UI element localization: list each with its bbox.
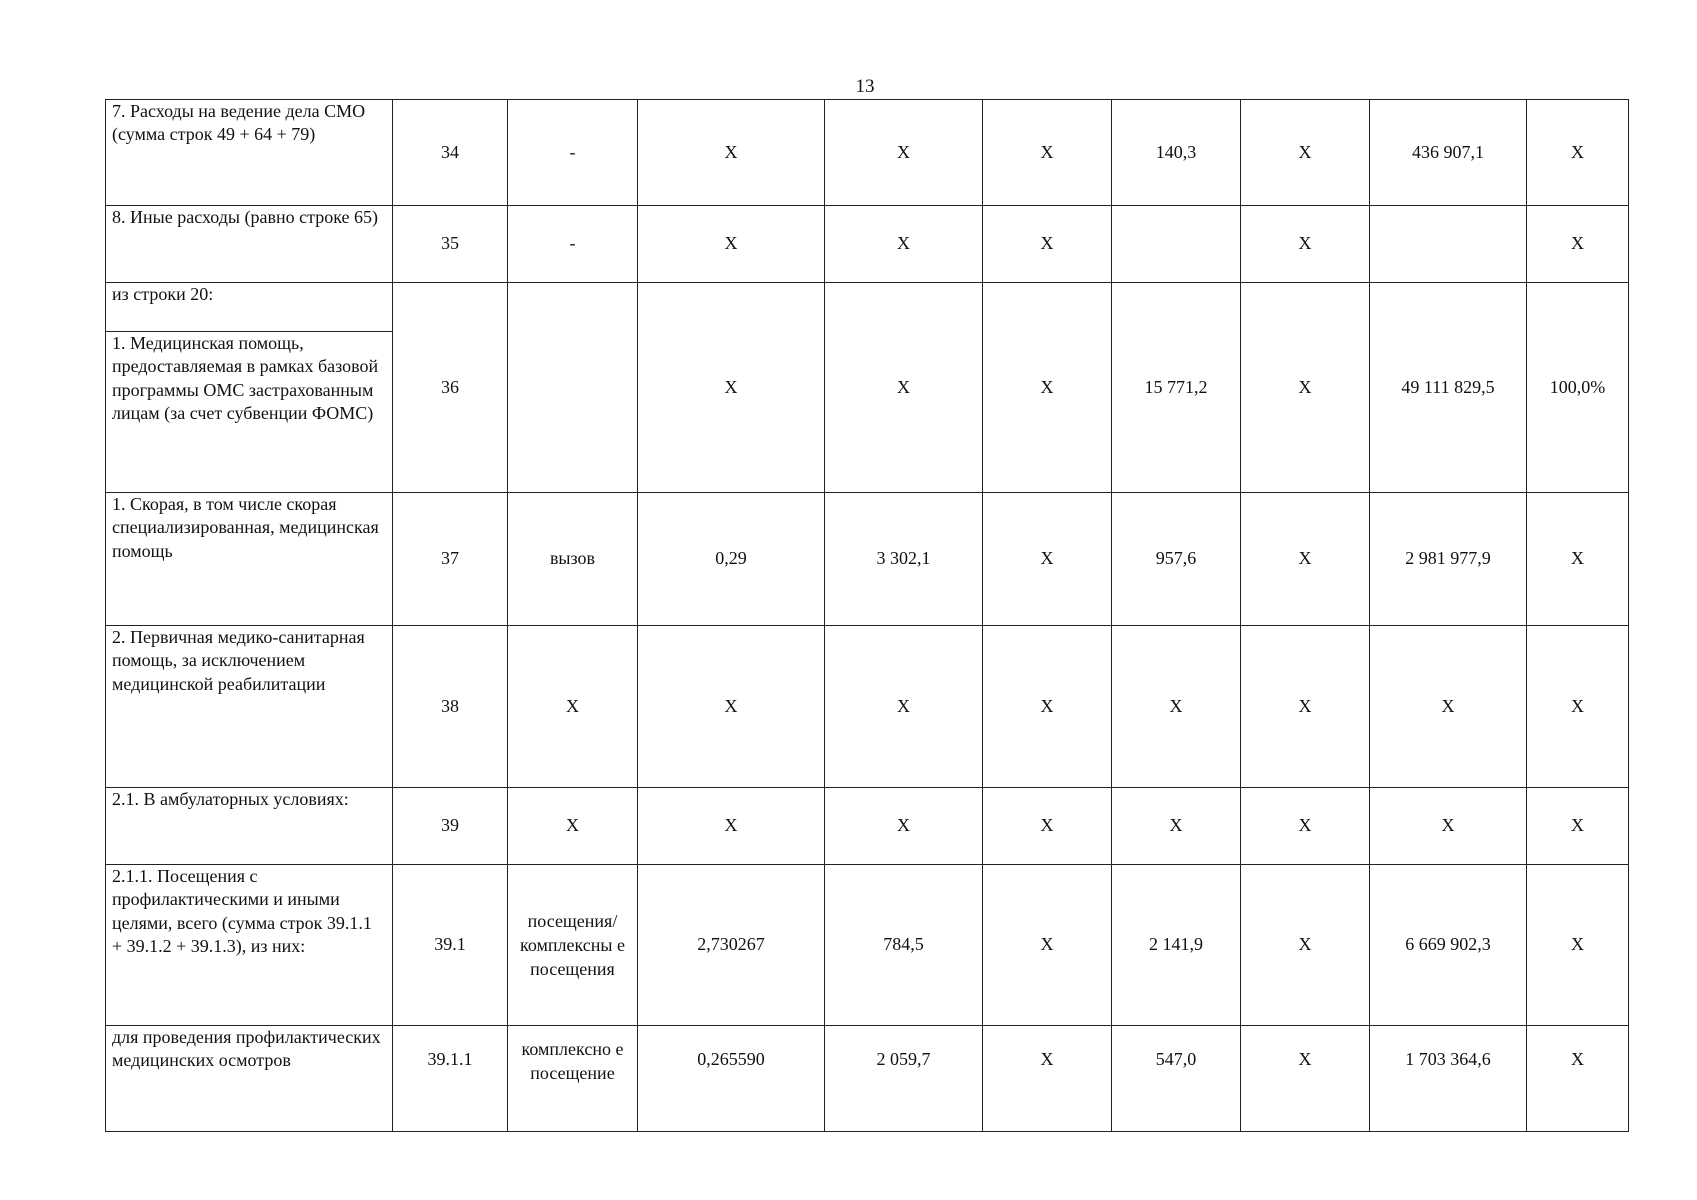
value-cell: X	[1370, 626, 1527, 788]
row-label: 7. Расходы на ведение дела СМО (сумма строк 49 + 64 + 79)	[106, 100, 393, 206]
value-cell: 0,29	[638, 493, 825, 626]
value-cell: 2 141,9	[1112, 865, 1241, 1026]
table-row	[106, 206, 1629, 283]
value-cell: X	[638, 788, 825, 865]
value-cell: X	[983, 206, 1112, 283]
table-row	[106, 865, 1629, 1026]
value-cell: 140,3	[1112, 100, 1241, 206]
section-header: из строки 20:	[106, 283, 393, 332]
value-cell: X	[983, 100, 1112, 206]
unit-cell: X	[508, 788, 638, 865]
value-cell: 6 669 902,3	[1370, 865, 1527, 1026]
value-cell: X	[825, 788, 983, 865]
value-cell: 49 111 829,5	[1370, 283, 1527, 493]
value-cell: X	[1112, 788, 1241, 865]
value-cell: X	[983, 865, 1112, 1026]
value-cell: 784,5	[825, 865, 983, 1026]
row-code: 39.1.1	[393, 1026, 508, 1132]
value-cell: X	[1112, 626, 1241, 788]
row-code: 35	[393, 206, 508, 283]
row-code: 39	[393, 788, 508, 865]
value-cell: X	[638, 100, 825, 206]
unit-cell: X	[508, 626, 638, 788]
row-code: 36	[393, 283, 508, 493]
unit-cell: -	[508, 100, 638, 206]
value-cell: X	[1527, 100, 1629, 206]
value-cell: X	[1527, 206, 1629, 283]
value-cell: X	[1241, 493, 1370, 626]
value-cell: 547,0	[1112, 1026, 1241, 1132]
value-cell: X	[825, 206, 983, 283]
value-cell: X	[825, 100, 983, 206]
row-label: 1. Медицинская помощь, предоставляемая в рамках базовой программы ОМС застрахованным лицам (за счет субвенции ФОМС)	[106, 332, 393, 493]
row-label: 1. Скорая, в том числе скорая специализированная, медицинская помощь	[106, 493, 393, 626]
value-cell: 2 059,7	[825, 1026, 983, 1132]
value-cell: X	[1370, 788, 1527, 865]
unit-cell: посещения/ комплексны е посещения	[508, 865, 638, 1026]
value-cell	[1370, 206, 1527, 283]
table-row	[106, 493, 1629, 626]
value-cell: 3 302,1	[825, 493, 983, 626]
value-cell: X	[1241, 100, 1370, 206]
value-cell: X	[638, 206, 825, 283]
unit-cell	[508, 283, 638, 493]
value-cell: X	[1241, 206, 1370, 283]
row-label: для проведения профилактических медицинских осмотров	[106, 1026, 393, 1132]
unit-cell: -	[508, 206, 638, 283]
value-cell: X	[638, 283, 825, 493]
value-cell: 957,6	[1112, 493, 1241, 626]
value-cell: X	[1527, 1026, 1629, 1132]
data-table	[105, 99, 1629, 1132]
value-cell: X	[1241, 283, 1370, 493]
row-label: 8. Иные расходы (равно строке 65)	[106, 206, 393, 283]
value-cell: 15 771,2	[1112, 283, 1241, 493]
value-cell: X	[983, 493, 1112, 626]
unit-cell: комплексно е посещение	[508, 1026, 638, 1132]
value-cell: X	[1241, 626, 1370, 788]
value-cell: X	[1527, 865, 1629, 1026]
value-cell: X	[983, 283, 1112, 493]
table-row	[106, 283, 1629, 332]
row-label: 2.1.1. Посещения с профилактическими и иными целями, всего (сумма строк 39.1.1 + 39.1.2 + 39.1.3), из них:	[106, 865, 393, 1026]
unit-cell: вызов	[508, 493, 638, 626]
page-number: 13	[855, 76, 875, 97]
table-row	[106, 100, 1629, 206]
value-cell: X	[983, 788, 1112, 865]
value-cell: X	[1241, 1026, 1370, 1132]
row-code: 38	[393, 626, 508, 788]
table-row	[106, 788, 1629, 865]
value-cell: 0,265590	[638, 1026, 825, 1132]
value-cell	[1112, 206, 1241, 283]
value-cell: X	[983, 1026, 1112, 1132]
row-code: 39.1	[393, 865, 508, 1026]
value-cell: 1 703 364,6	[1370, 1026, 1527, 1132]
value-cell: 2,730267	[638, 865, 825, 1026]
value-cell: X	[1527, 788, 1629, 865]
value-cell: 100,0%	[1527, 283, 1629, 493]
value-cell: X	[825, 283, 983, 493]
value-cell: X	[983, 626, 1112, 788]
value-cell: X	[638, 626, 825, 788]
table-row	[106, 1026, 1629, 1132]
row-label: 2.1. В амбулаторных условиях:	[106, 788, 393, 865]
row-code: 34	[393, 100, 508, 206]
row-code: 37	[393, 493, 508, 626]
value-cell: X	[1527, 493, 1629, 626]
value-cell: X	[825, 626, 983, 788]
value-cell: 436 907,1	[1370, 100, 1527, 206]
row-label: 2. Первичная медико-санитарная помощь, за исключением медицинской реабилитации	[106, 626, 393, 788]
table-row	[106, 626, 1629, 788]
value-cell: 2 981 977,9	[1370, 493, 1527, 626]
value-cell: X	[1527, 626, 1629, 788]
value-cell: X	[1241, 788, 1370, 865]
value-cell: X	[1241, 865, 1370, 1026]
